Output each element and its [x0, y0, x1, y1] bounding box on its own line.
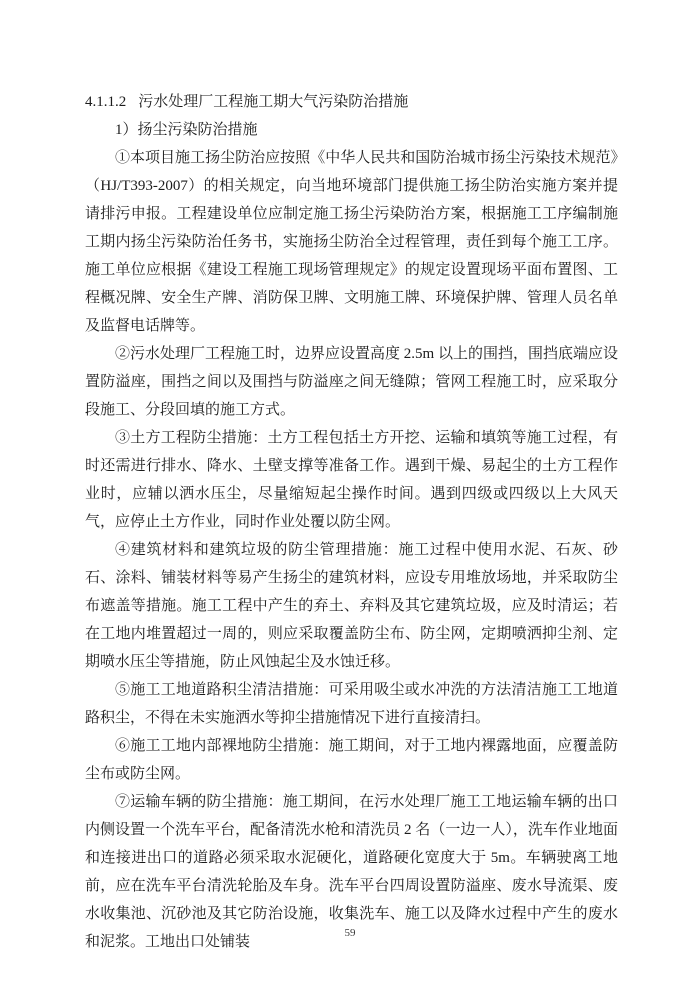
- page-number: 59: [344, 927, 356, 939]
- section-heading-number: 4.1.1.2: [85, 94, 127, 110]
- section-heading-title: 污水处理厂工程施工期大气污染防治措施: [138, 94, 409, 110]
- body-paragraph-6: ⑥施工工地内部裸地防尘措施：施工期间，对于工地内裸露地面，应覆盖防尘布或防尘网。: [85, 738, 618, 782]
- body-paragraph-3: ③土方工程防尘措施：土方工程包括土方开挖、运输和填筑等施工过程，有时还需进行排水、降水、土壁支撑等准备工作。遇到干燥、易起尘的土方工程作业时，应辅以洒水压尘，尽量缩短起尘操作时间。遇到四级或四级以上大风天气，应停止土方作业，同时作业处覆以防尘网。: [85, 430, 618, 530]
- section-heading: [85, 88, 618, 116]
- body-paragraph-5: ⑤施工工地道路积尘清洁措施：可采用吸尘或水冲洗的方法清洁施工工地道路积尘，不得在未实施洒水等抑尘措施情况下进行直接清扫。: [85, 682, 618, 726]
- document-content: [85, 88, 618, 956]
- subsection-heading: 1）扬尘污染防治措施: [115, 122, 258, 138]
- body-paragraph-1: ①本项目施工扬尘防治应按照《中华人民共和国防治城市扬尘污染技术规范》（HJ/T393-2007）的相关规定，向当地环境部门提供施工扬尘防治实施方案并提请排污申报。工程建设单位应制定施工扬尘污染防治方案，根据施工工序编制施工期内扬尘污染防治任务书，实施扬尘防治全过程管理，责任到每个施工工序。施工单位应根据《建设工程施工现场管理规定》的规定设置现场平面布置图、工程概况牌、安全生产牌、消防保卫牌、文明施工牌、环境保护牌、管理人员名单及监督电话牌等。: [85, 150, 618, 334]
- body-paragraph-7: ⑦运输车辆的防尘措施：施工期间，在污水处理厂施工工地运输车辆的出口内侧设置一个洗车平台，配备清洗水枪和清洗员 2 名（一边一人），洗车作业地面和连接进出口的道路必须采取水泥硬化，道路硬化宽度大于 5m。车辆驶离工地前，应在洗车平台清洗轮胎及车身。洗车平台四周设置防溢座、废水导流渠、废水收集池、沉砂池及其它防治设施，收集洗车、施工以及降水过程中产生的废水和泥浆。工地出口处铺装: [85, 794, 618, 950]
- body-paragraph-4: ④建筑材料和建筑垃圾的防尘管理措施：施工过程中使用水泥、石灰、砂石、涂料、铺装材料等易产生扬尘的建筑材料，应设专用堆放场地，并采取防尘布遮盖等措施。施工工程中产生的弃土、弃料及其它建筑垃圾，应及时清运；若在工地内堆置超过一周的，则应采取覆盖防尘布、防尘网，定期喷洒抑尘剂、定期喷水压尘等措施，防止风蚀起尘及水蚀迁移。: [85, 542, 618, 670]
- body-paragraph-2: ②污水处理厂工程施工时，边界应设置高度 2.5m 以上的围挡，围挡底端应设置防溢座，围挡之间以及围挡与防溢座之间无缝隙；管网工程施工时，应采取分段施工、分段回填的施工方式。: [85, 346, 618, 418]
